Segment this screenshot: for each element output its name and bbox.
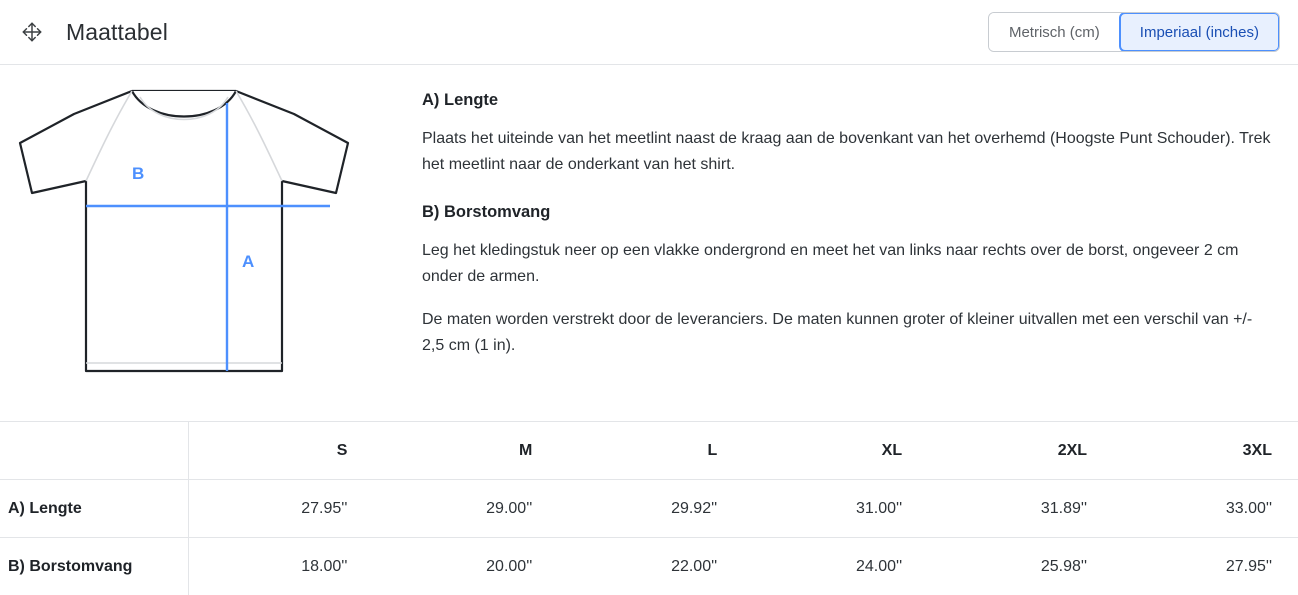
unit-toggle-group xyxy=(988,12,1280,52)
tshirt-diagram xyxy=(14,81,394,411)
table-corner-cell xyxy=(0,422,189,480)
cell-length-l: 29.92'' xyxy=(558,480,743,538)
measurement-instructions xyxy=(394,81,1278,411)
size-header-s: S xyxy=(189,422,374,480)
cell-chest-l: 22.00'' xyxy=(558,538,743,595)
size-chart-table xyxy=(0,421,1298,595)
size-header-l: L xyxy=(558,422,743,480)
instruction-heading-a: A) Lengte xyxy=(422,91,499,109)
table-header-row xyxy=(0,422,1298,480)
instruction-text-b: Leg het kledingstuk neer op een vlakke ondergrond en meet het van links naar rechts over de borst, ongeveer 2 cm onder de armen. xyxy=(422,242,1239,285)
cell-length-s: 27.95'' xyxy=(189,480,374,538)
page-title: Maattabel xyxy=(66,18,168,45)
cell-length-3xl: 33.00'' xyxy=(1113,480,1298,538)
row-label-length: A) Lengte xyxy=(0,480,189,538)
diagram-label-a: A xyxy=(242,252,255,271)
table-row xyxy=(0,538,1298,595)
cell-length-xl: 31.00'' xyxy=(743,480,928,538)
dialog-header xyxy=(0,0,1298,65)
cell-length-m: 29.00'' xyxy=(373,480,558,538)
diagram-label-b: B xyxy=(132,164,145,183)
cell-chest-3xl: 27.95'' xyxy=(1113,538,1298,595)
cell-chest-s: 18.00'' xyxy=(189,538,374,595)
move-icon[interactable] xyxy=(16,16,48,48)
unit-imperial-button[interactable]: Imperiaal (inches) xyxy=(1119,12,1280,52)
size-header-2xl: 2XL xyxy=(928,422,1113,480)
cell-length-2xl: 31.89'' xyxy=(928,480,1113,538)
size-header-3xl: 3XL xyxy=(1113,422,1298,480)
instruction-text-disclaimer: De maten worden verstrekt door de leveranciers. De maten kunnen groter of kleiner uitvallen met een verschil van +/- 2,5 cm (1 in). xyxy=(422,311,1253,354)
tshirt-illustration xyxy=(14,81,394,411)
size-header-m: M xyxy=(373,422,558,480)
table-row xyxy=(0,480,1298,538)
row-label-chest: B) Borstomvang xyxy=(0,538,189,595)
instruction-text-a: Plaats het uiteinde van het meetlint naast de kraag aan de bovenkant van het overhemd (Hoogste Punt Schouder). Trek het meetlint naar de onderkant van het shirt. xyxy=(422,130,1271,173)
cell-chest-2xl: 25.98'' xyxy=(928,538,1113,595)
cell-chest-xl: 24.00'' xyxy=(743,538,928,595)
unit-metric-button[interactable]: Metrisch (cm) xyxy=(989,13,1120,51)
dialog-body xyxy=(0,65,1298,421)
size-header-xl: XL xyxy=(743,422,928,480)
cell-chest-m: 20.00'' xyxy=(373,538,558,595)
instruction-heading-b: B) Borstomvang xyxy=(422,203,551,222)
